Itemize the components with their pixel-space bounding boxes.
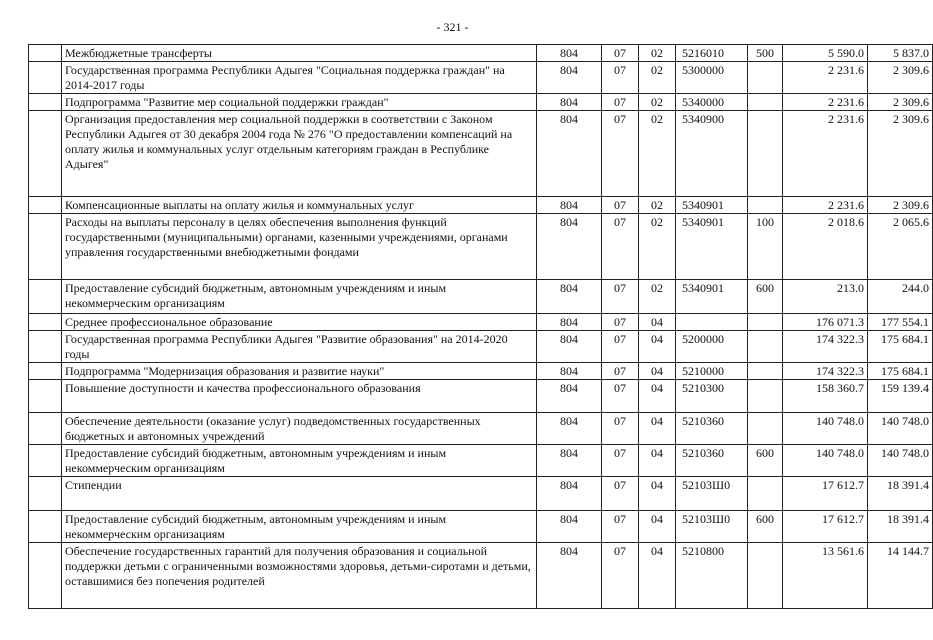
subsection-code-cell: 04 — [639, 477, 676, 511]
amount-year1-cell: 2 231.6 — [783, 111, 868, 197]
target-item-code-cell: 5340900 — [676, 111, 748, 197]
row-index-cell — [29, 94, 62, 111]
ministry-code-cell: 804 — [537, 331, 602, 363]
subsection-code-cell: 02 — [639, 214, 676, 280]
section-code-cell: 07 — [602, 45, 639, 62]
section-code-cell: 07 — [602, 445, 639, 477]
row-index-cell — [29, 380, 62, 413]
expense-type-cell: 500 — [748, 45, 783, 62]
target-item-code-cell: 5210000 — [676, 363, 748, 380]
expense-type-cell — [748, 62, 783, 94]
subsection-code-cell: 02 — [639, 197, 676, 214]
expense-type-cell — [748, 477, 783, 511]
ministry-code-cell: 804 — [537, 94, 602, 111]
row-index-cell — [29, 543, 62, 609]
section-code-cell: 07 — [602, 363, 639, 380]
table-row — [29, 214, 933, 280]
amount-year2-cell: 2 309.6 — [868, 94, 933, 111]
table-row — [29, 314, 933, 331]
amount-year1-cell: 176 071.3 — [783, 314, 868, 331]
row-index-cell — [29, 45, 62, 62]
expense-type-cell: 600 — [748, 445, 783, 477]
expense-type-cell — [748, 197, 783, 214]
subsection-code-cell: 04 — [639, 331, 676, 363]
ministry-code-cell: 804 — [537, 214, 602, 280]
row-index-cell — [29, 363, 62, 380]
item-name-cell: Организация предоставления мер социальной поддержки в соответствии с Законом Республики Адыгея от 30 декабря 2004 года № 276 "О предоставлении компенсаций на оплату жилья и коммунальных услуг отдельным категориям граждан в Республике Адыгея" — [62, 111, 537, 197]
item-name-cell: Подпрограмма "Модернизация образования и развитие науки" — [62, 363, 537, 380]
table-row — [29, 94, 933, 111]
amount-year2-cell: 140 748.0 — [868, 413, 933, 445]
target-item-code-cell: 5210360 — [676, 445, 748, 477]
expense-type-cell: 600 — [748, 511, 783, 543]
item-name-cell: Стипендии — [62, 477, 537, 511]
ministry-code-cell: 804 — [537, 314, 602, 331]
section-code-cell: 07 — [602, 413, 639, 445]
target-item-code-cell: 5210360 — [676, 413, 748, 445]
expense-type-cell — [748, 94, 783, 111]
expense-type-cell — [748, 543, 783, 609]
row-index-cell — [29, 280, 62, 314]
ministry-code-cell: 804 — [537, 111, 602, 197]
table-row — [29, 543, 933, 609]
amount-year1-cell: 140 748.0 — [783, 413, 868, 445]
section-code-cell: 07 — [602, 197, 639, 214]
item-name-cell: Предоставление субсидий бюджетным, автономным учреждениям и иным некоммерческим организациям — [62, 280, 537, 314]
target-item-code-cell: 52103Ш0 — [676, 511, 748, 543]
amount-year1-cell: 158 360.7 — [783, 380, 868, 413]
row-index-cell — [29, 111, 62, 197]
ministry-code-cell: 804 — [537, 363, 602, 380]
section-code-cell: 07 — [602, 214, 639, 280]
item-name-cell: Компенсационные выплаты на оплату жилья и коммунальных услуг — [62, 197, 537, 214]
target-item-code-cell: 52103Ш0 — [676, 477, 748, 511]
ministry-code-cell: 804 — [537, 280, 602, 314]
section-code-cell: 07 — [602, 280, 639, 314]
table-row — [29, 413, 933, 445]
row-index-cell — [29, 331, 62, 363]
row-index-cell — [29, 413, 62, 445]
ministry-code-cell: 804 — [537, 477, 602, 511]
amount-year2-cell: 5 837.0 — [868, 45, 933, 62]
target-item-code-cell — [676, 314, 748, 331]
subsection-code-cell: 04 — [639, 445, 676, 477]
table-row — [29, 197, 933, 214]
target-item-code-cell: 5200000 — [676, 331, 748, 363]
row-index-cell — [29, 445, 62, 477]
target-item-code-cell: 5210300 — [676, 380, 748, 413]
item-name-cell: Предоставление субсидий бюджетным, автономным учреждениям и иным некоммерческим организациям — [62, 511, 537, 543]
expense-type-cell: 100 — [748, 214, 783, 280]
target-item-code-cell: 5216010 — [676, 45, 748, 62]
target-item-code-cell: 5340000 — [676, 94, 748, 111]
amount-year1-cell: 174 322.3 — [783, 363, 868, 380]
amount-year1-cell: 13 561.6 — [783, 543, 868, 609]
amount-year1-cell: 174 322.3 — [783, 331, 868, 363]
section-code-cell: 07 — [602, 380, 639, 413]
amount-year2-cell: 175 684.1 — [868, 331, 933, 363]
section-code-cell: 07 — [602, 511, 639, 543]
section-code-cell: 07 — [602, 111, 639, 197]
amount-year1-cell: 2 231.6 — [783, 94, 868, 111]
table-row — [29, 280, 933, 314]
amount-year1-cell: 17 612.7 — [783, 477, 868, 511]
target-item-code-cell: 5210800 — [676, 543, 748, 609]
table-row — [29, 477, 933, 511]
table-row — [29, 445, 933, 477]
amount-year1-cell: 2 231.6 — [783, 197, 868, 214]
amount-year2-cell: 177 554.1 — [868, 314, 933, 331]
item-name-cell: Межбюджетные трансферты — [62, 45, 537, 62]
table-row — [29, 45, 933, 62]
amount-year2-cell: 18 391.4 — [868, 477, 933, 511]
item-name-cell: Расходы на выплаты персоналу в целях обеспечения выполнения функций государственными (муниципальными) органами, казенными учреждениями, органами управления государственными внебюджетными фондами — [62, 214, 537, 280]
amount-year2-cell: 14 144.7 — [868, 543, 933, 609]
subsection-code-cell: 04 — [639, 511, 676, 543]
ministry-code-cell: 804 — [537, 380, 602, 413]
item-name-cell: Повышение доступности и качества профессионального образования — [62, 380, 537, 413]
target-item-code-cell: 5340901 — [676, 280, 748, 314]
amount-year1-cell: 17 612.7 — [783, 511, 868, 543]
amount-year2-cell: 2 309.6 — [868, 197, 933, 214]
budget-table — [28, 44, 933, 609]
amount-year1-cell: 2 018.6 — [783, 214, 868, 280]
table-row — [29, 62, 933, 94]
row-index-cell — [29, 511, 62, 543]
expense-type-cell — [748, 314, 783, 331]
section-code-cell: 07 — [602, 62, 639, 94]
amount-year1-cell: 140 748.0 — [783, 445, 868, 477]
amount-year1-cell: 5 590.0 — [783, 45, 868, 62]
expense-type-cell — [748, 380, 783, 413]
ministry-code-cell: 804 — [537, 197, 602, 214]
ministry-code-cell: 804 — [537, 45, 602, 62]
item-name-cell: Среднее профессиональное образование — [62, 314, 537, 331]
item-name-cell: Государственная программа Республики Адыгея "Социальная поддержка граждан" на 2014-2017 годы — [62, 62, 537, 94]
expense-type-cell — [748, 363, 783, 380]
ministry-code-cell: 804 — [537, 413, 602, 445]
row-index-cell — [29, 214, 62, 280]
ministry-code-cell: 804 — [537, 62, 602, 94]
amount-year2-cell: 140 748.0 — [868, 445, 933, 477]
target-item-code-cell: 5340901 — [676, 197, 748, 214]
section-code-cell: 07 — [602, 543, 639, 609]
subsection-code-cell: 04 — [639, 363, 676, 380]
amount-year2-cell: 2 309.6 — [868, 111, 933, 197]
subsection-code-cell: 04 — [639, 314, 676, 331]
subsection-code-cell: 02 — [639, 111, 676, 197]
item-name-cell: Обеспечение государственных гарантий для получения образования и социальной поддержки детьми с ограниченными возможностями здоровья, детьми-сиротами и детьми, оставшимися без попечения родителей — [62, 543, 537, 609]
amount-year1-cell: 2 231.6 — [783, 62, 868, 94]
subsection-code-cell: 04 — [639, 380, 676, 413]
target-item-code-cell: 5340901 — [676, 214, 748, 280]
amount-year2-cell: 18 391.4 — [868, 511, 933, 543]
ministry-code-cell: 804 — [537, 511, 602, 543]
subsection-code-cell: 02 — [639, 280, 676, 314]
page-number: - 321 - — [436, 20, 469, 34]
section-code-cell: 07 — [602, 94, 639, 111]
row-index-cell — [29, 62, 62, 94]
row-index-cell — [29, 477, 62, 511]
subsection-code-cell: 02 — [639, 94, 676, 111]
row-index-cell — [29, 314, 62, 331]
amount-year2-cell: 175 684.1 — [868, 363, 933, 380]
subsection-code-cell: 02 — [639, 62, 676, 94]
expense-type-cell — [748, 111, 783, 197]
table-row — [29, 111, 933, 197]
item-name-cell: Обеспечение деятельности (оказание услуг) подведомственных государственных бюджетных и автономных учреждений — [62, 413, 537, 445]
section-code-cell: 07 — [602, 331, 639, 363]
item-name-cell: Подпрограмма "Развитие мер социальной поддержки граждан" — [62, 94, 537, 111]
amount-year2-cell: 244.0 — [868, 280, 933, 314]
ministry-code-cell: 804 — [537, 543, 602, 609]
subsection-code-cell: 02 — [639, 45, 676, 62]
table-row — [29, 511, 933, 543]
expense-type-cell — [748, 413, 783, 445]
item-name-cell: Государственная программа Республики Адыгея "Развитие образования" на 2014-2020 годы — [62, 331, 537, 363]
table-row — [29, 380, 933, 413]
amount-year2-cell: 2 309.6 — [868, 62, 933, 94]
item-name-cell: Предоставление субсидий бюджетным, автономным учреждениям и иным некоммерческим организациям — [62, 445, 537, 477]
expense-type-cell: 600 — [748, 280, 783, 314]
ministry-code-cell: 804 — [537, 445, 602, 477]
amount-year2-cell: 159 139.4 — [868, 380, 933, 413]
expense-type-cell — [748, 331, 783, 363]
row-index-cell — [29, 197, 62, 214]
table-row — [29, 363, 933, 380]
subsection-code-cell: 04 — [639, 413, 676, 445]
section-code-cell: 07 — [602, 314, 639, 331]
section-code-cell: 07 — [602, 477, 639, 511]
amount-year1-cell: 213.0 — [783, 280, 868, 314]
table-row — [29, 331, 933, 363]
target-item-code-cell: 5300000 — [676, 62, 748, 94]
amount-year2-cell: 2 065.6 — [868, 214, 933, 280]
subsection-code-cell: 04 — [639, 543, 676, 609]
